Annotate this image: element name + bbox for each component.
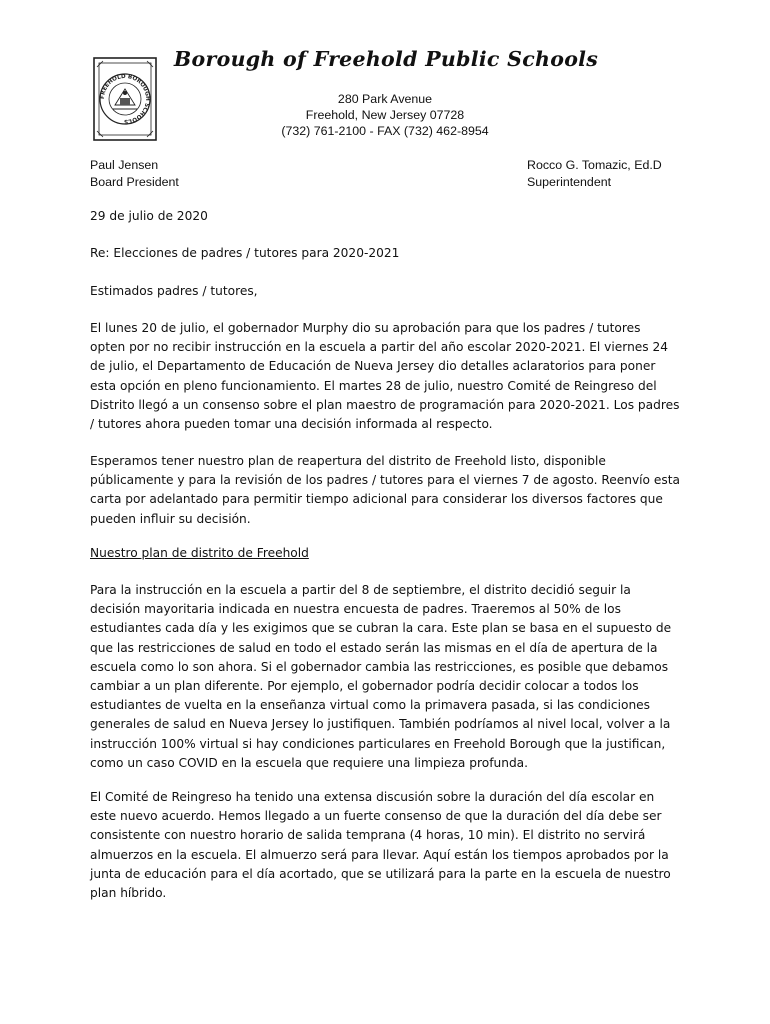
text-line: plan híbrido. [90,886,167,901]
text-line: opten por no recibir instrucción en la escuela a partir del año escolar 2020-2021. El viernes 24 [90,340,669,355]
text-line: cambiar a un plan diferente. Por ejemplo, el gobernador podría decidir colocar a todos los [90,679,639,694]
text-line: públicamente y para la revisión de los padres / tutores para el viernes 7 de agosto. Reenvío esta [90,473,680,488]
text-line: El lunes 20 de julio, el gobernador Murphy dio su aprobación para que los padres / tutores [90,321,641,335]
school-name-heading: Borough of Freehold Public Schools [173,47,599,71]
paragraph-opt-out [90,319,690,434]
text-line: generales de salud en Nueva Jersey lo justifiquen. También podríamos al nivel local, volver a la [90,717,671,732]
section-heading: Nuestro plan de distrito de Freehold [90,546,309,560]
text-line: de julio, el Departamento de Educación de Nueva Jersey dio detalles aclaratorios para poner [90,359,656,374]
text-line: estudiantes cada día y les exigimos que se cubran la cara. Este plan se basa en el supuesto de [90,621,672,636]
board-president-block [90,157,179,191]
paragraph-school-day [90,788,690,903]
phone-fax: (732) 761-2100 - FAX (732) 462-8954 [281,124,489,138]
text-line: como un caso COVID en la escuela que requiere una limpieza profunda. [90,755,529,770]
address-street: 280 Park Avenue [337,92,433,106]
superintendent-title: Superintendent [527,175,612,189]
text-line: pueden influir su decisión. [90,511,251,526]
superintendent-block [527,157,662,191]
board-president-title: Board President [90,175,179,189]
paragraph-district-plan [90,581,690,773]
letter-greeting: Estimados padres / tutores, [90,284,258,298]
text-line: consistente con nuestro horario de salida temprana (4 horas, 10 min). El distrito no servirá [90,828,646,843]
address-city: Freehold, New Jersey 07728 [305,108,465,122]
text-line: decisión mayoritaria indicada en nuestra encuesta de padres. Traeremos al 50% de los [90,602,621,617]
text-line: Distrito llegó a un consenso sobre el plan maestro de programación para 2020-2021. Los padres [90,397,680,412]
text-line: carta por adelantado para permitir tiempo adicional para considerar los diversos factores que [90,492,663,507]
text-line: Para la instrucción en la escuela a partir del 8 de septiembre, el distrito decidió seguir la [90,583,631,597]
letter-subject: Re: Elecciones de padres / tutores para 2020-2021 [90,246,400,260]
text-line: Esperamos tener nuestro plan de reapertura del distrito de Freehold listo, disponible [90,454,606,468]
text-line: escuela como lo son ahora. Si el gobernador cambia las restricciones, es posible que debamos [90,659,669,674]
text-line: instrucción 100% virtual si hay condiciones particulares en Freehold Borough que la justifican, [90,736,666,751]
text-line: este nuevo acuerdo. Hemos llegado a un fuerte consenso de que la duración del día debe ser [90,809,662,824]
svg-text:FREEHOLD BOROUGH SCHOOLS: FREEHOLD BOROUGH SCHOOLS [99,73,151,125]
text-line: junta de educación para el día acortado, que se utilizará para la parte en la escuela de nuestro [90,866,671,881]
text-line: esta opción en pleno funcionamiento. El martes 28 de julio, nuestro Comité de Reingreso del [90,378,657,393]
superintendent-name: Rocco G. Tomazic, Ed.D [527,158,662,172]
text-line: estudiantes de vuelta en la enseñanza virtual como la primavera pasada, si las condiciones [90,698,651,713]
text-line: El Comité de Reingreso ha tenido una extensa discusión sobre la duración del día escolar en [90,790,655,804]
paragraph-reopening-plan [90,452,690,529]
school-seal-logo [93,57,157,141]
text-line: almuerzos en la escuela. El almuerzo será para llevar. Aquí están los tiempos aprobados por la [90,847,669,862]
board-president-name: Paul Jensen [90,158,159,172]
letter-date: 29 de julio de 2020 [90,209,208,223]
text-line: que las restricciones de salud en todo el estado serán las mismas en el día de apertura de la [90,640,658,655]
text-line: / tutores ahora pueden tomar una decisión informada al respecto. [90,417,493,432]
